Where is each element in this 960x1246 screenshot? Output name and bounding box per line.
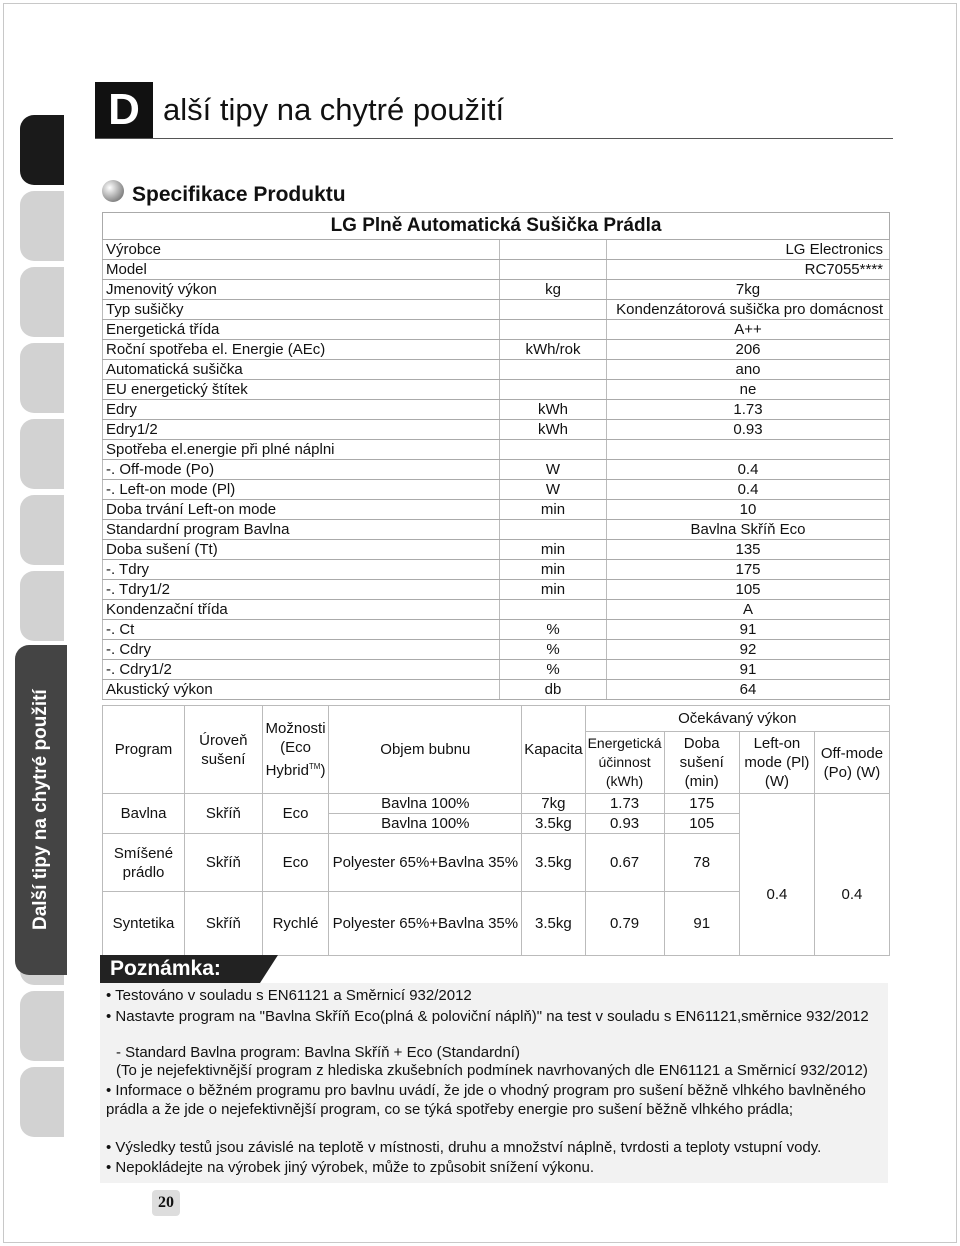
cell-option: Eco — [262, 794, 329, 834]
spec-label: -. Cdry1/2 — [103, 660, 500, 680]
cell-level: Skříň — [185, 794, 263, 834]
spec-unit: % — [500, 660, 607, 680]
notes-heading: Poznámka: — [100, 955, 260, 983]
cell-program: Smíšené prádlo — [103, 834, 185, 892]
spec-label: -. Left-on mode (Pl) — [103, 480, 500, 500]
spec-value: 0.4 — [607, 460, 890, 480]
sidebar-tab[interactable] — [20, 419, 64, 489]
cell-level: Skříň — [185, 892, 263, 956]
spec-value: RC7055**** — [607, 260, 890, 280]
spec-value: A++ — [607, 320, 890, 340]
note-item: - Standard Bavlna program: Bavlna Skříň + Eco (Standardní) — [116, 1044, 520, 1061]
spec-value: 10 — [607, 500, 890, 520]
spec-label: -. Ct — [103, 620, 500, 640]
note-item: • Nepokládejte na výrobek jiný výrobek, může to způsobit snížení výkonu. — [106, 1159, 595, 1176]
spec-value: Bavlna Skříň Eco — [607, 520, 890, 540]
spec-label: EU energetický štítek — [103, 380, 500, 400]
cell-drum: Bavlna 100% — [329, 814, 522, 834]
spec-row — [103, 480, 890, 500]
spec-value: 0.4 — [607, 480, 890, 500]
spec-label: Edry1/2 — [103, 420, 500, 440]
spec-unit: min — [500, 500, 607, 520]
section-title: Specifikace Produktu — [132, 183, 346, 206]
spec-label: Jmenovitý výkon — [103, 280, 500, 300]
spec-unit: kWh — [500, 400, 607, 420]
cell-capacity: 3.5kg — [522, 814, 585, 834]
header-offmode: Off-mode (Po) (W) — [814, 732, 889, 794]
spec-value: A — [607, 600, 890, 620]
header-expected: Očekávaný výkon — [585, 706, 889, 732]
header-time: Doba sušení (min) — [664, 732, 739, 794]
spec-label: Doba sušení (Tt) — [103, 540, 500, 560]
sidebar-tab[interactable] — [20, 267, 64, 337]
sidebar-section-label: Další tipy na chytré použití — [15, 645, 67, 975]
spec-row — [103, 400, 890, 420]
spec-unit: W — [500, 480, 607, 500]
spec-unit — [500, 440, 607, 460]
spec-row — [103, 620, 890, 640]
page-number: 20 — [152, 1190, 180, 1216]
spec-row — [103, 680, 890, 700]
spec-row — [103, 660, 890, 680]
spec-unit: W — [500, 460, 607, 480]
spec-label: -. Tdry — [103, 560, 500, 580]
cell-drum: Polyester 65%+Bavlna 35% — [329, 892, 522, 956]
spec-row — [103, 440, 890, 460]
cell-program: Syntetika — [103, 892, 185, 956]
spec-value: 175 — [607, 560, 890, 580]
spec-table — [102, 212, 890, 700]
cell-option: Rychlé — [262, 892, 329, 956]
header-lefton: Left-on mode (Pl) (W) — [739, 732, 814, 794]
spec-value: Kondenzátorová sušička pro domácnost — [607, 300, 890, 320]
cell-time: 105 — [664, 814, 739, 834]
spec-value: 64 — [607, 680, 890, 700]
spec-unit — [500, 260, 607, 280]
spec-unit: min — [500, 580, 607, 600]
spec-unit — [500, 300, 607, 320]
spec-row — [103, 560, 890, 580]
spec-value: 135 — [607, 540, 890, 560]
spec-label: Spotřeba el.energie při plné náplni — [103, 440, 500, 460]
spec-value: 206 — [607, 340, 890, 360]
sidebar-tab[interactable] — [20, 1067, 64, 1137]
cell-capacity: 7kg — [522, 794, 585, 814]
note-item: • Testováno v souladu s EN61121 a Směrnicí 932/2012 — [106, 987, 472, 1004]
spec-row — [103, 320, 890, 340]
header-energy: Energetická účinnost (kWh) — [585, 732, 664, 794]
cell-program: Bavlna — [103, 794, 185, 834]
spec-row — [103, 640, 890, 660]
spec-unit — [500, 520, 607, 540]
cell-energy: 0.67 — [585, 834, 664, 892]
spec-row — [103, 260, 890, 280]
spec-label: Model — [103, 260, 500, 280]
spec-value: ano — [607, 360, 890, 380]
spec-unit: % — [500, 640, 607, 660]
cell-time: 175 — [664, 794, 739, 814]
spec-label: Výrobce — [103, 240, 500, 260]
spec-value: ne — [607, 380, 890, 400]
sidebar-tab[interactable] — [20, 191, 64, 261]
cell-energy: 1.73 — [585, 794, 664, 814]
spec-row — [103, 300, 890, 320]
spec-value: 92 — [607, 640, 890, 660]
note-item: • Nastavte program na "Bavlna Skříň Eco(plná & poloviční náplň)" na test v souladu s EN61121,směrnice 932/2012 — [106, 1008, 869, 1025]
cell-drum: Polyester 65%+Bavlna 35% — [329, 834, 522, 892]
spec-row — [103, 380, 890, 400]
spec-value: 0.93 — [607, 420, 890, 440]
notes-box — [100, 983, 888, 1183]
spec-unit: min — [500, 560, 607, 580]
spec-row — [103, 600, 890, 620]
program-table — [102, 705, 890, 956]
spec-row — [103, 500, 890, 520]
cell-drum: Bavlna 100% — [329, 794, 522, 814]
spec-unit: kg — [500, 280, 607, 300]
spec-row — [103, 240, 890, 260]
spec-unit: kWh/rok — [500, 340, 607, 360]
cell-energy: 0.79 — [585, 892, 664, 956]
spec-value: 91 — [607, 620, 890, 640]
cell-lefton-value: 0.4 — [739, 794, 814, 956]
spec-value: 1.73 — [607, 400, 890, 420]
title-initial: D — [95, 82, 153, 138]
spec-label: Typ sušičky — [103, 300, 500, 320]
spec-unit: min — [500, 540, 607, 560]
cell-option: Eco — [262, 834, 329, 892]
spec-unit — [500, 320, 607, 340]
spec-value: LG Electronics — [607, 240, 890, 260]
spec-row — [103, 340, 890, 360]
spec-row — [103, 580, 890, 600]
header-level: Úroveň sušení — [185, 706, 263, 794]
spec-value: 91 — [607, 660, 890, 680]
spec-unit — [500, 240, 607, 260]
cell-energy: 0.93 — [585, 814, 664, 834]
spec-label: Akustický výkon — [103, 680, 500, 700]
spec-row — [103, 460, 890, 480]
header-drum: Objem bubnu — [329, 706, 522, 794]
note-item: • Informace o běžném programu pro bavlnu uvádí, že jde o vhodný program pro sušení běžně vlhkého bavlněného prádla a že jde o nejefektivnější program, co se týká spotřeby energie pro sušení běžně vlhkého prádla; — [106, 1082, 866, 1118]
spec-row — [103, 280, 890, 300]
cell-capacity: 3.5kg — [522, 834, 585, 892]
note-item: • Výsledky testů jsou závislé na teplotě v místnosti, druhu a množství náplně, tvrdosti a teploty vstupní vody. — [106, 1139, 822, 1156]
note-item: (To je nejefektivnější program z hlediska zkušebních podmínek navrhovaných dle EN61121 a Směrnicí 932/2012) — [116, 1062, 868, 1079]
title-divider — [95, 138, 893, 139]
spec-unit — [500, 360, 607, 380]
sidebar-tab[interactable] — [20, 343, 64, 413]
spec-unit: db — [500, 680, 607, 700]
spec-label: Kondenzační třída — [103, 600, 500, 620]
header-capacity: Kapacita — [522, 706, 585, 794]
bullet-ball-icon — [102, 180, 124, 202]
spec-row — [103, 520, 890, 540]
spec-label: Energetická třída — [103, 320, 500, 340]
spec-label: Doba trvání Left-on mode — [103, 500, 500, 520]
spec-unit: kWh — [500, 420, 607, 440]
sidebar-tabs — [20, 115, 64, 1195]
spec-value: 7kg — [607, 280, 890, 300]
sidebar-tab[interactable] — [20, 991, 64, 1061]
spec-row — [103, 420, 890, 440]
cell-time: 91 — [664, 892, 739, 956]
spec-label: Edry — [103, 400, 500, 420]
spec-row — [103, 360, 890, 380]
spec-value: 105 — [607, 580, 890, 600]
cell-capacity: 3.5kg — [522, 892, 585, 956]
spec-unit: % — [500, 620, 607, 640]
spec-value — [607, 440, 890, 460]
header-options: Možnosti (Eco Hybrid™) — [262, 706, 329, 794]
spec-label: Standardní program Bavlna — [103, 520, 500, 540]
sidebar-tab[interactable] — [20, 571, 64, 641]
header-program: Program — [103, 706, 185, 794]
spec-label: -. Tdry1/2 — [103, 580, 500, 600]
spec-label: -. Cdry — [103, 640, 500, 660]
cell-time: 78 — [664, 834, 739, 892]
title-text: alší tipy na chytré použití — [163, 92, 505, 127]
spec-label: Automatická sušička — [103, 360, 500, 380]
sidebar-tab-active[interactable] — [20, 115, 64, 185]
cell-level: Skříň — [185, 834, 263, 892]
spec-unit — [500, 600, 607, 620]
spec-label: -. Off-mode (Po) — [103, 460, 500, 480]
spec-row — [103, 540, 890, 560]
spec-table-header: LG Plně Automatická Sušička Prádla — [103, 213, 890, 240]
spec-label: Roční spotřeba el. Energie (AEc) — [103, 340, 500, 360]
cell-offmode-value: 0.4 — [814, 794, 889, 956]
sidebar-tab[interactable] — [20, 495, 64, 565]
spec-unit — [500, 380, 607, 400]
